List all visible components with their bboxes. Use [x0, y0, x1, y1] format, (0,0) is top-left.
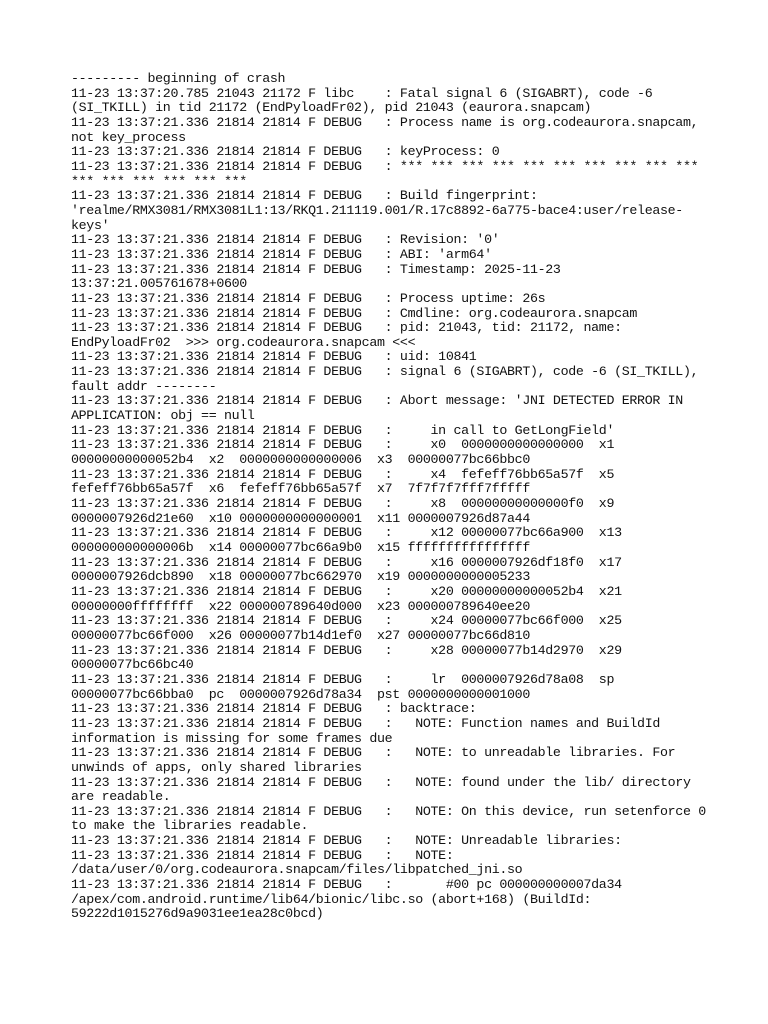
log-line: 11-23 13:37:21.336 21814 21814 F DEBUG : x16 0000007926df18f0 x17: [71, 554, 622, 570]
log-line: 11-23 13:37:21.336 21814 21814 F DEBUG : keyProcess: 0: [71, 144, 500, 160]
log-line: --------- beginning of crash: [71, 71, 286, 86]
log-line: 11-23 13:37:21.336 21814 21814 F DEBUG : backtrace:: [71, 701, 477, 717]
log-line: 11-23 13:37:21.336 21814 21814 F DEBUG : x4 fefeff76bb65a57f x5: [71, 466, 615, 482]
log-line: 11-23 13:37:21.336 21814 21814 F DEBUG : x8 00000000000000f0 x9: [71, 496, 615, 512]
log-line: 11-23 13:37:21.336 21814 21814 F DEBUG : Revision: '0': [71, 232, 500, 248]
crash-log: [71, 72, 711, 922]
log-line: fefeff76bb65a57f x6 fefeff76bb65a57f x7 7f7f7f7fff7fffff: [71, 481, 530, 497]
log-line: 00000000000052b4 x2 0000000000000006 x3 00000077bc66bbc0: [71, 452, 530, 468]
log-line: 11-23 13:37:21.336 21814 21814 F DEBUG : pid: 21043, tid: 21172, name:: [71, 320, 622, 336]
log-line: 11-23 13:37:21.336 21814 21814 F DEBUG : uid: 10841: [71, 349, 477, 365]
log-line: 11-23 13:37:21.336 21814 21814 F DEBUG : NOTE: Function names and BuildId: [71, 715, 661, 731]
log-line: (SI_TKILL) in tid 21172 (EndPyloadFr02), pid 21043 (eaurora.snapcam): [71, 100, 592, 116]
log-line: 11-23 13:37:21.336 21814 21814 F DEBUG : Process uptime: 26s: [71, 290, 546, 306]
log-line: 0000007926d21e60 x10 0000000000000001 x11 0000007926d87a44: [71, 510, 530, 526]
log-line: 11-23 13:37:21.336 21814 21814 F DEBUG : x12 00000077bc66a900 x13: [71, 525, 622, 541]
log-line: 000000000000006b x14 00000077bc66a9b0 x15 ffffffffffffffff: [71, 540, 530, 555]
log-line: 00000077bc66f000 x26 00000077b14d1ef0 x27 00000077bc66d810: [71, 627, 530, 643]
log-line: 11-23 13:37:21.336 21814 21814 F DEBUG : NOTE: On this device, run setenforce 0: [71, 803, 706, 819]
log-line: 59222d1015276d9a9031ee1ea28c0bcd): [71, 906, 324, 922]
log-line: 11-23 13:37:21.336 21814 21814 F DEBUG : ABI: 'arm64': [71, 246, 492, 262]
log-line: /data/user/0/org.codeaurora.snapcam/files/libpatched_jni.so: [71, 862, 523, 878]
log-line: 11-23 13:37:21.336 21814 21814 F DEBUG : x20 00000000000052b4 x21: [71, 583, 622, 599]
log-line: to make the libraries readable.: [71, 818, 309, 834]
log-line: 11-23 13:37:21.336 21814 21814 F DEBUG : signal 6 (SIGABRT), code -6 (SI_TKILL),: [71, 364, 699, 380]
log-line: 11-23 13:37:21.336 21814 21814 F DEBUG : Abort message: 'JNI DETECTED ERROR IN: [71, 393, 683, 409]
log-line: /apex/com.android.runtime/lib64/bionic/libc.so (abort+168) (BuildId:: [71, 891, 592, 907]
log-line: 11-23 13:37:21.336 21814 21814 F DEBUG : Build fingerprint:: [71, 188, 538, 204]
log-line: 13:37:21.005761678+0600: [71, 276, 247, 292]
log-line: 11-23 13:37:21.336 21814 21814 F DEBUG : x24 00000077bc66f000 x25: [71, 613, 622, 629]
log-line: 11-23 13:37:21.336 21814 21814 F DEBUG : lr 0000007926d78a08 sp: [71, 671, 615, 687]
log-line: 11-23 13:37:21.336 21814 21814 F DEBUG : *** *** *** *** *** *** *** *** *** ***: [71, 158, 699, 174]
log-line: unwinds of apps, only shared libraries: [71, 759, 362, 775]
log-line: are readable.: [71, 789, 171, 805]
log-line: information is missing for some frames due: [71, 730, 393, 746]
log-line: 00000077bc66bba0 pc 0000007926d78a34 pst 0000000000001000: [71, 686, 530, 702]
log-line: keys': [71, 217, 110, 233]
log-line: 11-23 13:37:20.785 21043 21172 F libc : Fatal signal 6 (SIGABRT), code -6: [71, 85, 653, 101]
log-line: 11-23 13:37:21.336 21814 21814 F DEBUG : in call to GetLongField': [71, 422, 615, 438]
log-line: 11-23 13:37:21.336 21814 21814 F DEBUG : NOTE: to unreadable libraries. For: [71, 745, 676, 761]
log-line: 11-23 13:37:21.336 21814 21814 F DEBUG : NOTE: Unreadable libraries:: [71, 833, 622, 849]
log-line: 11-23 13:37:21.336 21814 21814 F DEBUG : x28 00000077b14d2970 x29: [71, 642, 622, 658]
log-line: 00000077bc66bc40: [71, 657, 194, 673]
log-line: 0000007926dcb890 x18 00000077bc662970 x19 0000000000005233: [71, 569, 530, 585]
log-line: 'realme/RMX3081/RMX3081L1:13/RKQ1.211119.001/R.17c8892-6a775-bace4:user/release-: [71, 202, 683, 218]
log-line: 11-23 13:37:21.336 21814 21814 F DEBUG : Cmdline: org.codeaurora.snapcam: [71, 305, 638, 321]
log-line: 11-23 13:37:21.336 21814 21814 F DEBUG : Timestamp: 2025-11-23: [71, 261, 561, 277]
log-line: fault addr --------: [71, 378, 217, 394]
log-line: *** *** *** *** *** ***: [71, 173, 247, 189]
log-line: 11-23 13:37:21.336 21814 21814 F DEBUG : #00 pc 000000000007da34: [71, 877, 622, 893]
log-line: APPLICATION: obj == null: [71, 408, 255, 424]
log-line: 11-23 13:37:21.336 21814 21814 F DEBUG : Process name is org.codeaurora.snapcam,: [71, 114, 699, 130]
log-line: 11-23 13:37:21.336 21814 21814 F DEBUG : NOTE: found under the lib/ directory: [71, 774, 691, 790]
log-line: 11-23 13:37:21.336 21814 21814 F DEBUG : NOTE:: [71, 847, 454, 863]
log-line: 11-23 13:37:21.336 21814 21814 F DEBUG : x0 0000000000000000 x1: [71, 437, 615, 453]
log-line: 00000000ffffffff x22 000000789640d000 x23 000000789640ee20: [71, 598, 530, 614]
log-line: not key_process: [71, 129, 186, 145]
log-line: EndPyloadFr02 >>> org.codeaurora.snapcam <<<: [71, 334, 416, 350]
